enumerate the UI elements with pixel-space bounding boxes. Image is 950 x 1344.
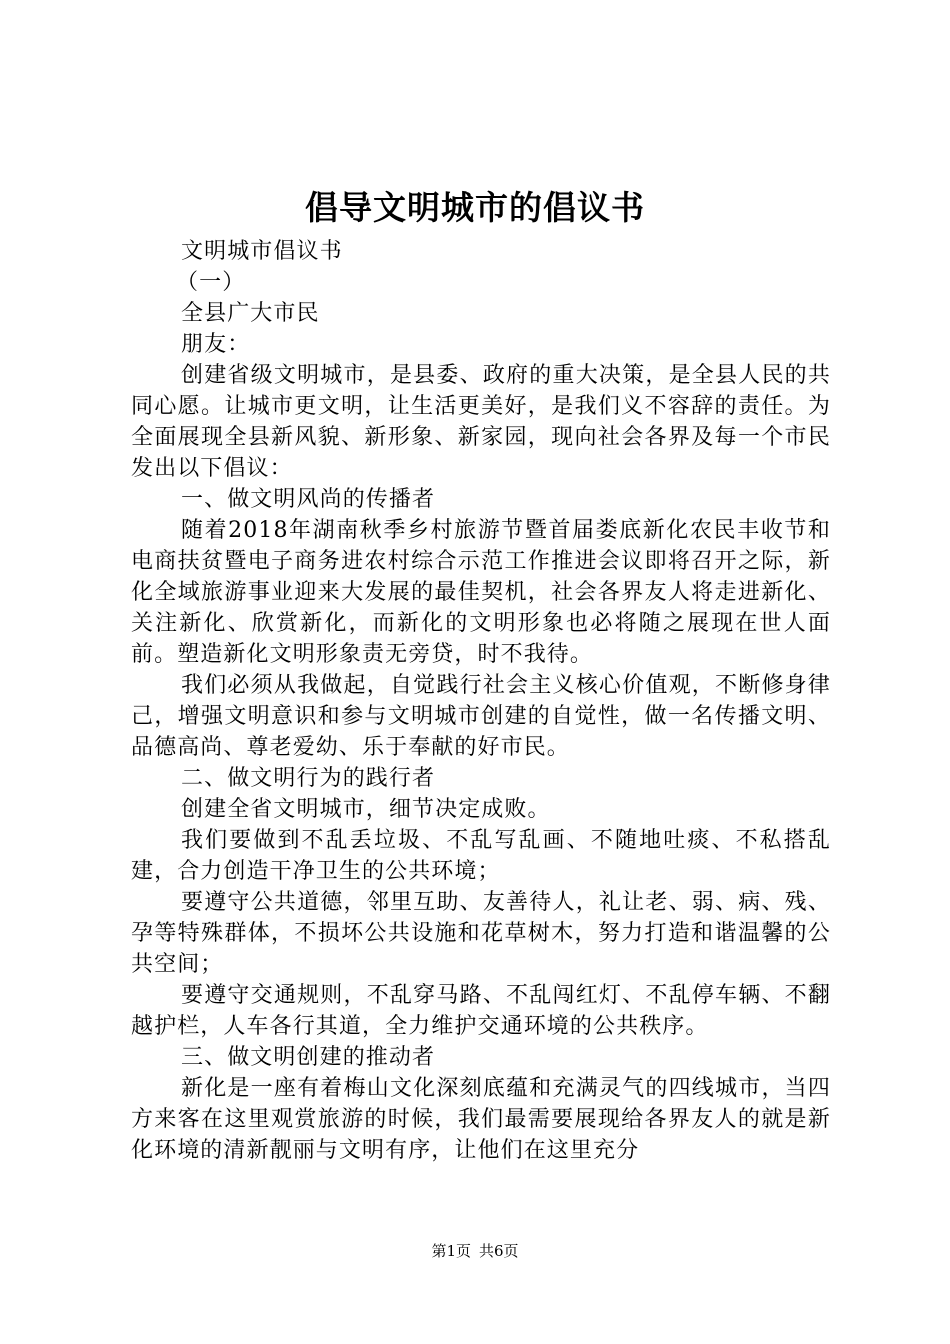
heading-section-3: 三、做文明创建的推动者 <box>181 1045 436 1070</box>
paragraph-section-2-b: 我们要做到不乱丢垃圾、不乱写乱画、不随地吐痰、不私搭乱建，合力创造干净卫生的公共环境； <box>131 828 831 884</box>
paragraph-section-2-a: 创建全省文明城市，细节决定成败。 <box>181 797 551 822</box>
heading-section-2: 二、做文明行为的践行者 <box>181 766 436 791</box>
heading-section-1: 一、做文明风尚的传播者 <box>181 487 436 512</box>
paragraph-addressee: 全县广大市民 <box>181 301 320 326</box>
paragraph-section-2-d: 要遵守交通规则，不乱穿马路、不乱闯红灯、不乱停车辆、不翻越护栏，人车各行其道，全力维护交通环境的公共秩序。 <box>131 983 831 1039</box>
paragraph-section-3-a: 新化是一座有着梅山文化深刻底蕴和充满灵气的四线城市，当四方来客在这里观赏旅游的时候，我们最需要展现给各界友人的就是新化环境的清新靓丽与文明有序，让他们在这里充分 <box>131 1076 831 1163</box>
page-footer <box>0 1240 950 1262</box>
page-total: 共6页 <box>479 1242 519 1260</box>
paragraph-section-1-b: 我们必须从我做起，自觉践行社会主义核心价值观，不断修身律己，增强文明意识和参与文明城市创建的自觉性，做一名传播文明、品德高尚、尊老爱幼、乐于奉献的好市民。 <box>131 673 831 760</box>
paragraph-section-2-c: 要遵守公共道德，邻里互助、友善待人，礼让老、弱、病、残、孕等特殊群体，不损坏公共设施和花草树木，努力打造和谐温馨的公共空间； <box>131 890 831 977</box>
paragraph-section-number: （一） <box>176 270 246 295</box>
paragraph-intro: 创建省级文明城市，是县委、政府的重大决策，是全县人民的共同心愿。让城市更文明，让生活更美好，是我们义不容辞的责任。为全面展现全县新风貌、新形象、新家园，现向社会各界及每一个市民发出以下倡议： <box>131 363 831 481</box>
document-body <box>131 236 831 1166</box>
paragraph-section-1-a: 随着2018年湖南秋季乡村旅游节暨首届娄底新化农民丰收节和电商扶贫暨电子商务进农村综合示范工作推进会议即将召开之际，新化全域旅游事业迎来大发展的最佳契机，社会各界友人将走进新化、关注新化、欣赏新化，而新化的文明形象也必将随之展现在世人面前。塑造新化文明形象责无旁贷，时不我待。 <box>131 518 831 667</box>
paragraph-salutation: 朋友： <box>181 332 251 357</box>
page-number: 第1页 <box>431 1242 471 1260</box>
paragraph-subtitle: 文明城市倡议书 <box>181 239 343 264</box>
document-title: 倡导文明城市的倡议书 <box>305 188 645 227</box>
